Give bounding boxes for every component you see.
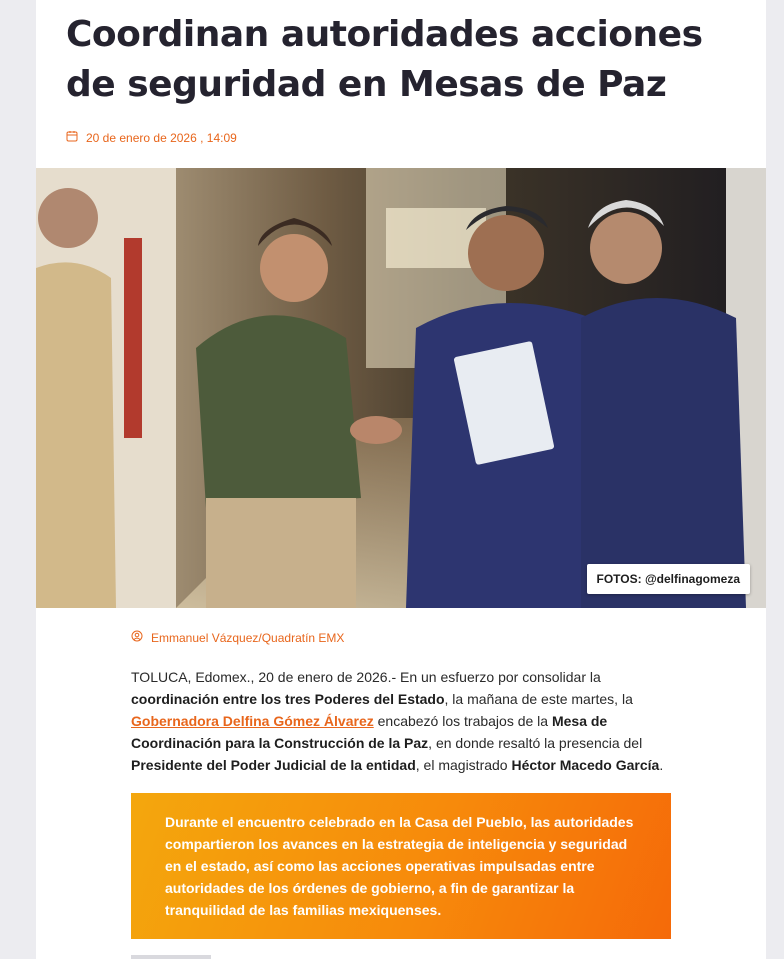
next-media-edge	[131, 955, 211, 959]
lead-bold: Héctor Macedo García	[511, 757, 660, 773]
article-author[interactable]	[131, 630, 344, 645]
user-circle-icon	[131, 630, 143, 645]
article-page	[36, 0, 766, 959]
governor-link[interactable]: Gobernadora Delfina Gómez Álvarez	[131, 713, 374, 729]
lead-text: , en donde resaltó la presencia del	[428, 735, 643, 751]
article-highlight-box: Durante el encuentro celebrado en la Casa del Pueblo, las autoridades compartieron los avances en la estrategia de inteligencia y seguridad en el estado, así como las acciones operativas impulsadas entre autoridades de los órdenes de gobierno, a fin de garantizar la tranquilidad de las familias mexiquenses.	[131, 793, 671, 939]
lead-text: , el magistrado	[415, 757, 512, 773]
article-date	[66, 130, 237, 145]
author-name[interactable]: Emmanuel Vázquez/Quadratín EMX	[151, 630, 345, 645]
lead-bold: coordinación entre los tres Poderes del Estado	[131, 691, 445, 707]
calendar-icon	[66, 130, 78, 145]
lead-text: encabezó los trabajos de la	[373, 713, 552, 729]
article-photo[interactable]	[36, 168, 766, 608]
date-text: 20 de enero de 2026 , 14:09	[86, 130, 237, 145]
lead-text: TOLUCA, Edomex., 20 de enero de 2026.- En un esfuerzo por consolidar la	[131, 669, 601, 685]
lead-text: , la mañana de este martes, la	[444, 691, 633, 707]
lead-text: .	[659, 757, 664, 773]
lead-bold: Mesa de Coordinación para la Construcción de la Paz	[131, 713, 608, 751]
photo-credit: FOTOS: @delfinagomeza	[587, 564, 751, 594]
article-lead-paragraph	[131, 666, 676, 776]
lead-bold: Presidente del Poder Judicial de la entidad	[131, 757, 416, 773]
article-title: Coordinan autoridades acciones de seguridad en Mesas de Paz	[66, 14, 703, 105]
